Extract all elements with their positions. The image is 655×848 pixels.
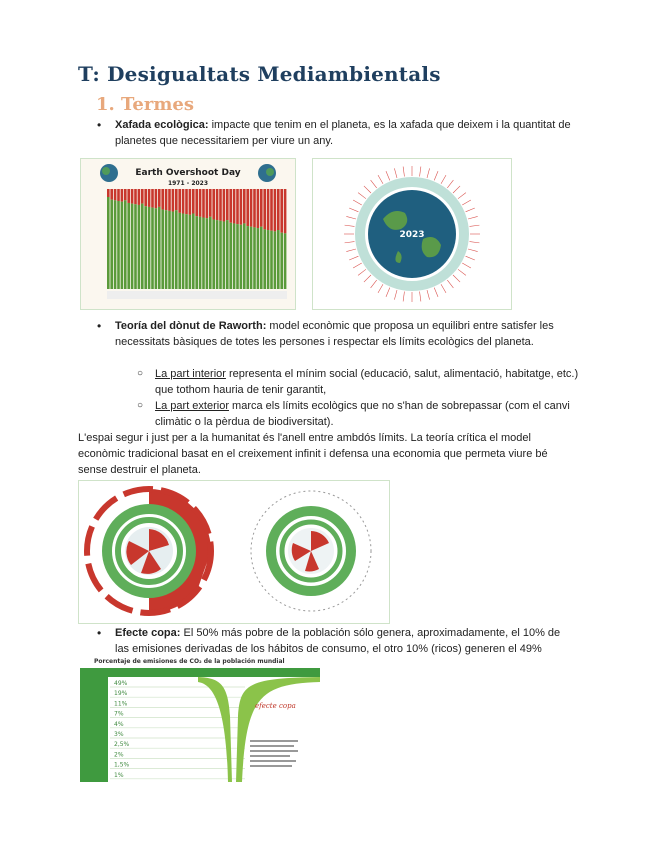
overshoot-red-bar bbox=[182, 189, 185, 214]
donut-image bbox=[78, 480, 390, 624]
emissions-title: Porcentaje de emisiones de CO₂ de la población mundial bbox=[94, 658, 285, 665]
overshoot-red-bar bbox=[124, 189, 127, 200]
overshoot-red-bar bbox=[274, 189, 277, 231]
overshoot-red-bar bbox=[240, 189, 243, 225]
label-exterior: La part exterior bbox=[155, 400, 229, 412]
emissions-chart bbox=[80, 656, 320, 782]
overshoot-red-bar bbox=[219, 189, 222, 221]
overshoot-red-bar bbox=[243, 189, 246, 223]
overshoot-image bbox=[80, 158, 296, 310]
overshoot-red-bar bbox=[114, 189, 117, 200]
overshoot-green-bar bbox=[253, 227, 256, 289]
overshoot-red-bar bbox=[144, 189, 147, 206]
overshoot-green-bar bbox=[277, 230, 280, 289]
overshoot-red-bar bbox=[151, 189, 154, 208]
overshoot-green-bar bbox=[250, 227, 253, 289]
overshoot-red-bar bbox=[189, 189, 192, 215]
overshoot-red-bar bbox=[226, 189, 229, 220]
overshoot-red-bar bbox=[161, 189, 164, 210]
overshoot-green-bar bbox=[246, 226, 249, 289]
emissions-value: 11% bbox=[114, 700, 128, 708]
efecte-copa-label: efecte copa bbox=[255, 702, 296, 710]
overshoot-green-bar bbox=[257, 228, 260, 289]
label-interior: La part interior bbox=[155, 368, 226, 380]
overshoot-red-bar bbox=[253, 189, 256, 227]
section-heading: 1. Termes bbox=[96, 94, 194, 115]
emissions-value: 49% bbox=[114, 680, 128, 687]
overshoot-green-bar bbox=[185, 214, 188, 289]
overshoot-red-bar bbox=[141, 189, 144, 204]
overshoot-red-bar bbox=[165, 189, 168, 210]
text-exterior: marca els límits ecològics que no s'han de sobrepassar (com el canvi climàtic o la pèrdua de biodiversitat). bbox=[155, 400, 570, 428]
overshoot-green-bar bbox=[219, 221, 222, 289]
overshoot-green-bar bbox=[280, 233, 283, 289]
sub-bullet-interior bbox=[155, 366, 580, 398]
def-copa: El 50% más pobre de la población sólo genera, aproximadamente, el 10% de las emisiones derivadas de los hábitos de consumo, el otro 10% (ricos) generen el 49% bbox=[115, 627, 561, 655]
term-raworth: Teoría del dònut de Raworth: bbox=[115, 320, 267, 332]
overshoot-green-bar bbox=[161, 210, 164, 289]
overshoot-red-bar bbox=[277, 189, 280, 230]
overshoot-red-bar bbox=[178, 189, 181, 213]
overshoot-green-bar bbox=[243, 223, 246, 289]
overshoot-red-bar bbox=[110, 189, 113, 200]
overshoot-green-bar bbox=[206, 218, 209, 289]
overshoot-red-bar bbox=[117, 189, 120, 201]
overshoot-red-bar bbox=[192, 189, 195, 214]
overshoot-green-bar bbox=[124, 200, 127, 289]
overshoot-green-bar bbox=[165, 210, 168, 289]
overshoot-red-bar bbox=[223, 189, 226, 221]
overshoot-green-bar bbox=[216, 220, 219, 289]
emissions-value: 19% bbox=[114, 690, 128, 698]
overshoot-red-bar bbox=[233, 189, 236, 223]
overshoot-red-bar bbox=[212, 189, 215, 219]
overshoot-green-bar bbox=[226, 220, 229, 289]
overshoot-red-bar bbox=[172, 189, 175, 212]
overshoot-green-bar bbox=[229, 223, 232, 289]
overshoot-green-bar bbox=[274, 231, 277, 289]
page-title: T: Desigualtats Mediambientals bbox=[78, 62, 441, 86]
overshoot-red-bar bbox=[199, 189, 202, 217]
emissions-value: 3% bbox=[114, 731, 124, 738]
text-interior: representa el mínim social (educació, salut, alimentació, habitatge, etc.) que tothom hauria de tenir garantit, bbox=[155, 368, 579, 396]
overshoot-red-bar bbox=[229, 189, 232, 223]
overshoot-green-bar bbox=[175, 210, 178, 289]
emissions-value: 7% bbox=[114, 710, 124, 718]
overshoot-green-bar bbox=[209, 217, 212, 289]
overshoot-green-bar bbox=[151, 208, 154, 289]
overshoot-green-bar bbox=[240, 225, 243, 289]
bullet-copa bbox=[115, 625, 575, 657]
emissions-value: 2,5% bbox=[114, 741, 130, 749]
overshoot-green-bar bbox=[212, 219, 215, 289]
overshoot-red-bar bbox=[209, 189, 212, 217]
overshoot-green-bar bbox=[144, 206, 147, 289]
overshoot-red-bar bbox=[250, 189, 253, 227]
overshoot-green-bar bbox=[134, 204, 137, 289]
overshoot-red-bar bbox=[107, 189, 110, 197]
overshoot-green-bar bbox=[110, 200, 113, 289]
overshoot-green-bar bbox=[267, 230, 270, 289]
overshoot-red-bar bbox=[246, 189, 249, 226]
globe-year: 2023 bbox=[399, 230, 425, 240]
overshoot-red-bar bbox=[202, 189, 205, 217]
overshoot-green-bar bbox=[155, 208, 158, 289]
emissions-value: 4% bbox=[114, 720, 124, 728]
overshoot-green-bar bbox=[182, 214, 185, 289]
overshoot-red-bar bbox=[131, 189, 134, 204]
overshoot-red-bar bbox=[195, 189, 198, 216]
overshoot-green-bar bbox=[270, 231, 273, 289]
overshoot-red-bar bbox=[284, 189, 287, 233]
overshoot-years: 1971 - 2023 bbox=[167, 180, 209, 187]
overshoot-green-bar bbox=[114, 200, 117, 289]
overshoot-green-bar bbox=[158, 207, 161, 289]
overshoot-green-bar bbox=[117, 201, 120, 289]
overshoot-red-bar bbox=[148, 189, 151, 207]
sub-bullet-exterior bbox=[155, 398, 585, 430]
overshoot-red-bar bbox=[216, 189, 219, 220]
overshoot-red-bar bbox=[263, 189, 266, 229]
overshoot-red-bar bbox=[158, 189, 161, 207]
overshoot-red-bar bbox=[280, 189, 283, 233]
overshoot-red-bar bbox=[134, 189, 137, 204]
paragraph-espai: L'espai segur i just per a la humanitat és l'anell entre ambdós límits. La teoría crítica el model econòmic tradicional basat en el creixement infinit i defensa una economia que permeta viure bé sense destruir el planeta. bbox=[78, 432, 548, 476]
overshoot-green-bar bbox=[260, 227, 263, 289]
overshoot-red-bar bbox=[185, 189, 188, 214]
overshoot-green-bar bbox=[121, 202, 124, 289]
overshoot-red-bar bbox=[138, 189, 141, 205]
overshoot-green-bar bbox=[148, 207, 151, 289]
overshoot-green-bar bbox=[141, 204, 144, 289]
overshoot-green-bar bbox=[178, 213, 181, 289]
overshoot-red-bar bbox=[155, 189, 158, 208]
overshoot-red-bar bbox=[127, 189, 130, 203]
overshoot-green-bar bbox=[172, 212, 175, 289]
bullet-xafada bbox=[115, 117, 575, 149]
overshoot-green-bar bbox=[107, 197, 110, 289]
overshoot-red-bar bbox=[168, 189, 171, 211]
emissions-value: 1,5% bbox=[114, 761, 130, 769]
emissions-value: 1% bbox=[114, 771, 124, 779]
overshoot-green-bar bbox=[202, 217, 205, 289]
overshoot-title: Earth Overshoot Day bbox=[135, 168, 241, 178]
overshoot-green-bar bbox=[138, 205, 141, 289]
overshoot-green-bar bbox=[223, 221, 226, 289]
overshoot-red-bar bbox=[206, 189, 209, 218]
overshoot-red-bar bbox=[175, 189, 178, 210]
overshoot-red-bar bbox=[270, 189, 273, 231]
globe-image bbox=[312, 158, 512, 310]
overshoot-green-bar bbox=[131, 204, 134, 289]
overshoot-green-bar bbox=[263, 229, 266, 289]
overshoot-green-bar bbox=[127, 203, 130, 289]
overshoot-green-bar bbox=[189, 215, 192, 289]
overshoot-red-bar bbox=[257, 189, 260, 228]
overshoot-green-bar bbox=[199, 217, 202, 289]
overshoot-green-bar bbox=[284, 233, 287, 289]
term-copa: Efecte copa: bbox=[115, 627, 181, 639]
overshoot-green-bar bbox=[192, 214, 195, 289]
overshoot-red-bar bbox=[121, 189, 124, 202]
term-xafada: Xafada ecològica: bbox=[115, 119, 209, 131]
bullet-raworth bbox=[115, 318, 555, 350]
emissions-value: 2% bbox=[114, 751, 124, 759]
overshoot-green-bar bbox=[168, 211, 171, 289]
overshoot-red-bar bbox=[267, 189, 270, 230]
overshoot-red-bar bbox=[260, 189, 263, 227]
overshoot-green-bar bbox=[236, 224, 239, 289]
def-xafada: impacte que tenim en el planeta, es la xafada que deixem i la quantitat de planetes que necessitariem per viure un any. bbox=[115, 119, 571, 147]
overshoot-red-bar bbox=[236, 189, 239, 224]
overshoot-green-bar bbox=[233, 223, 236, 289]
def-raworth: model econòmic que proposa un equilibri entre satisfer les necessitats bàsiques de totes les persones i respectar els límits ecològics del planeta. bbox=[115, 320, 554, 348]
overshoot-green-bar bbox=[195, 216, 198, 289]
